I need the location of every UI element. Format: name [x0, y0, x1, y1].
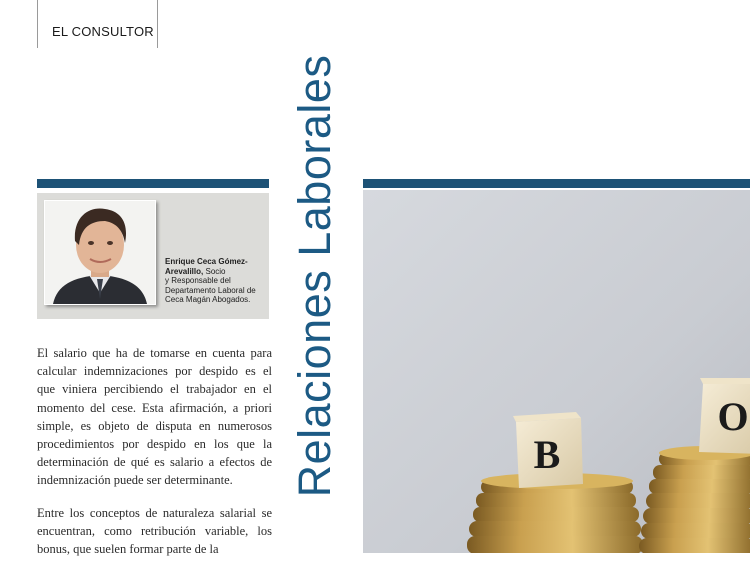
section-title — [287, 54, 343, 498]
author-caption — [165, 257, 265, 305]
section-title-text: Relaciones Laborales — [289, 54, 340, 498]
author-name: Enrique Ceca Gómez-Arevalillo, — [165, 257, 248, 276]
author-role-3: Departamento Laboral de — [165, 285, 256, 295]
section-label: EL CONSULTOR — [52, 24, 154, 39]
body-paragraph-1: El salario que ha de tomarse en cuenta para calcular indemnizaciones por despido es el que viniera percibiendo el trabajador en el momento del cese. Esta afirmación, a priori simple, es objeto de disputa en numerosos procedimientos por despido en los que la determinación de qué es salario a efectos de indemnización puede ser determinante. — [37, 346, 272, 488]
accent-bar-left — [37, 179, 269, 188]
author-box — [37, 193, 269, 319]
author-portrait — [44, 200, 156, 305]
article-body — [37, 344, 272, 572]
body-paragraph-2: Entre los conceptos de naturaleza salarial se encuentran, como retribución variable, los bonus, que suelen formar parte de la — [37, 505, 272, 557]
coins-dice-photo — [363, 190, 750, 553]
die-letter-o: O — [717, 394, 749, 439]
author-role-1: Socio — [205, 266, 226, 276]
author-role-4: Ceca Magán Abogados. — [165, 295, 251, 305]
accent-bar-right — [363, 179, 750, 188]
die-letter-b: B — [533, 432, 561, 477]
header-divider-left — [37, 0, 38, 48]
author-role-2: y Responsable del — [165, 276, 231, 286]
die-o — [699, 378, 750, 454]
header-divider-right — [157, 0, 158, 48]
die-b — [513, 412, 583, 488]
